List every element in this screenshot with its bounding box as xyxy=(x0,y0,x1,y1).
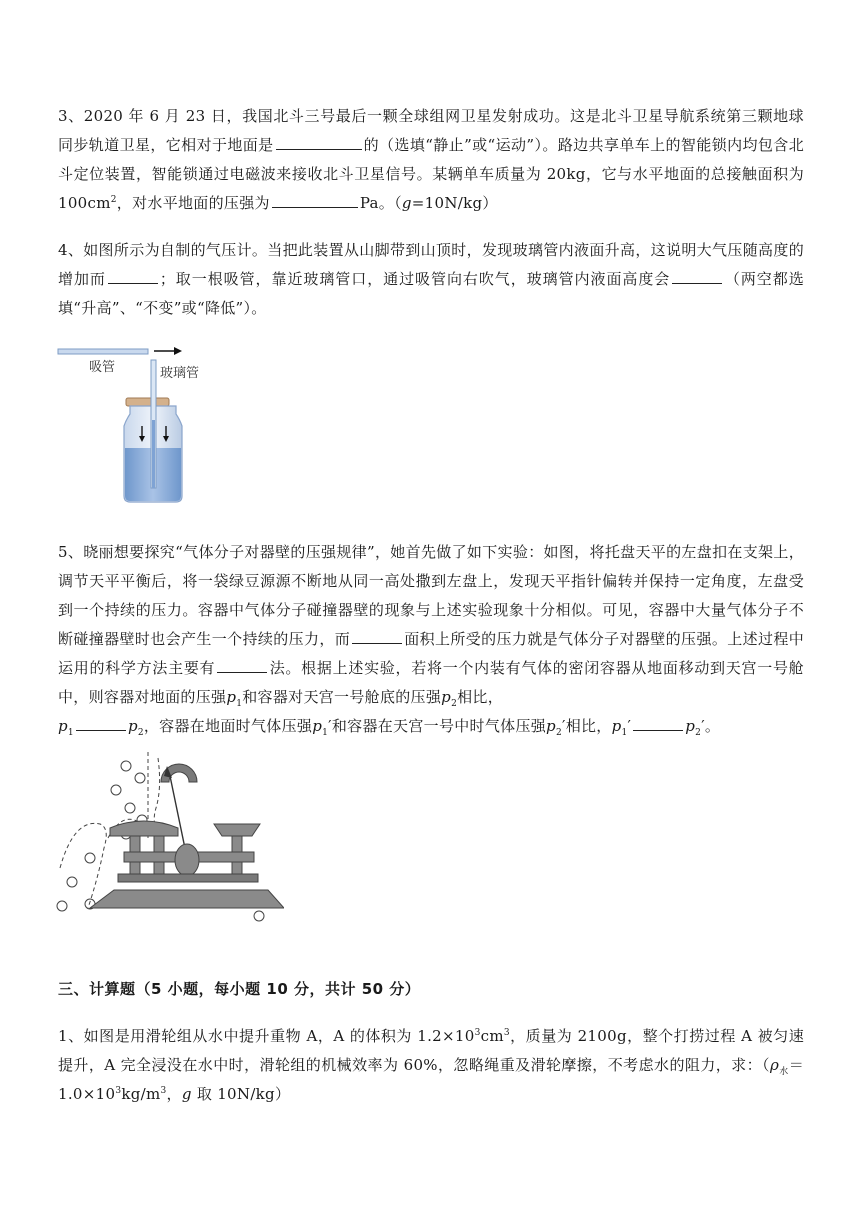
calc-question-1 xyxy=(58,1022,804,1109)
subscript: 1 xyxy=(322,728,329,738)
symbol-p: p xyxy=(312,717,323,735)
question-4 xyxy=(58,236,804,323)
q4-text: 4、如图所示为自制的气压计。当把此装置从山脚带到山顶时，发现玻璃管内液面升高，这说明大气压随高度的增加而 xyxy=(58,241,804,288)
subscript: 2 xyxy=(451,699,458,709)
q4-text: ；取一根吸管，靠近玻璃管口，通过吸管向右吹气，玻璃管内液面高度会 xyxy=(159,270,671,288)
q3-text: =10N/kg） xyxy=(411,194,498,212)
superscript: 3 xyxy=(160,1086,167,1096)
q5-text: 法。根据上述实验，若将一个内装有气体的密闭容器从地面移动到天宫一号舱中，则容器对地面的压强 xyxy=(58,659,804,706)
superscript: 2 xyxy=(110,195,117,205)
symbol-g: g xyxy=(401,194,412,212)
symbol-g: g xyxy=(181,1085,192,1103)
straw-label: 吸管 xyxy=(89,360,116,375)
subscript: 1 xyxy=(67,728,74,738)
q3-blank-1[interactable] xyxy=(276,133,362,150)
superscript: 3 xyxy=(115,1086,122,1096)
q4-blank-1[interactable] xyxy=(108,267,158,284)
prime: ′ xyxy=(328,717,332,735)
straw xyxy=(58,349,148,354)
calc1-text: 取 10N/kg） xyxy=(191,1085,291,1103)
subscript: 2 xyxy=(555,728,562,738)
q5-text: 5、晓丽想要探究“气体分子对器壁的压强规律”，她首先做了如下实验：如图，将托盘天平的左盘扣在支架上，调节天平平衡后，将一袋绿豆源源不断地从同一高处撒到左盘上，发现天平指针偏转并保持一定角度，左盘受到一个持续的压力。容器中气体分子碰撞器壁的现象与上述实验现象十分相似。可见，容器中大量气体分子不断碰撞器壁时也会产生一个持续的压力，而 xyxy=(58,543,804,648)
subscript: 水 xyxy=(779,1067,789,1077)
calc1-text: ， xyxy=(166,1085,182,1103)
prime: ′ xyxy=(561,717,566,735)
calc1-text: cm xyxy=(480,1027,504,1045)
q5-blank-2[interactable] xyxy=(217,656,267,673)
q5-text: 和容器在天宫一号中时气体压强 xyxy=(331,717,547,735)
superscript: 3 xyxy=(474,1028,481,1038)
question-5 xyxy=(58,538,804,741)
subscript: 1 xyxy=(621,728,628,738)
balance-base xyxy=(90,890,284,908)
arrow-head-icon xyxy=(174,347,182,355)
q5-text: 相比， xyxy=(565,717,612,735)
q5-text: 。 xyxy=(704,717,721,735)
symbol-p: p xyxy=(441,688,452,706)
calc1-text: 1、如图是用滑轮组从水中提升重物 A，A 的体积为 1.2×10 xyxy=(58,1027,475,1045)
section-title: 三、计算题（5 小题，每小题 10 分，共计 50 分） xyxy=(58,980,421,998)
q4-text: （两空都选填“升高”、“不变”或“降低”）。 xyxy=(58,270,804,317)
superscript: 3 xyxy=(503,1028,510,1038)
q5-blank-3[interactable] xyxy=(76,714,126,731)
right-pan xyxy=(214,824,260,836)
subscript: 1 xyxy=(236,699,243,709)
calc1-text: kg/m xyxy=(121,1085,161,1103)
tube-liquid xyxy=(152,420,155,488)
symbol-p: p xyxy=(685,717,696,735)
q3-text: 的（选填“静止”或“运动”）。路边共享单车上的智能锁内均包含北斗定位装置，智能锁通过电磁波来接收北斗卫星信号。某辆单车质量为 20kg，它与水平地面的总接触面积为 100cm xyxy=(58,136,804,212)
q5-text: 相比， xyxy=(457,688,503,706)
q4-blank-2[interactable] xyxy=(672,267,722,284)
bottle-cap xyxy=(126,398,169,406)
prime: ′ xyxy=(627,717,632,735)
subscript: 2 xyxy=(137,728,144,738)
symbol-p: p xyxy=(127,717,138,735)
q3-text: Pa。（ xyxy=(359,194,402,212)
q5-text: 和容器对天宫一号舱底的压强 xyxy=(242,688,442,706)
q3-blank-2[interactable] xyxy=(272,191,358,208)
symbol-p: p xyxy=(226,688,237,706)
q5-text: ，容器在地面时气体压强 xyxy=(143,717,313,735)
prime: ′ xyxy=(701,717,705,735)
left-pan xyxy=(110,821,178,836)
symbol-p: p xyxy=(546,717,556,735)
balance-knob xyxy=(175,844,199,876)
subscript: 2 xyxy=(695,728,702,738)
q3-text: 3、2020 年 6 月 23 日，我国北斗三号最后一颗全球组网卫星发射成功。这是北斗卫星导航系统第三颗地球同步轨道卫星，它相对于地面是 xyxy=(58,107,804,154)
q3-text: ，对水平地面的压强为 xyxy=(116,194,270,212)
symbol-rho: ρ xyxy=(769,1056,780,1074)
calc1-text: ，质量为 2100g，整个打捞过程 A 被匀速提升，A 完全浸没在水中时，滑轮组的机械效率为 60%，忽略绳重及滑轮摩擦，不考虑水的阻力，求：（ xyxy=(58,1027,804,1074)
question-3 xyxy=(58,102,804,218)
tube-label: 玻璃管 xyxy=(160,366,200,381)
barometer-figure xyxy=(56,340,226,510)
calc1-text: ＝1.0×10 xyxy=(58,1056,804,1103)
symbol-p: p xyxy=(611,717,622,735)
q5-blank-1[interactable] xyxy=(352,627,402,644)
symbol-p: p xyxy=(58,717,68,735)
balance-figure xyxy=(54,748,284,928)
q5-blank-4[interactable] xyxy=(633,714,683,731)
q5-text: 面积上所受的压力就是气体分子对器壁的压强。上述过程中运用的科学方法主要有 xyxy=(58,630,805,677)
